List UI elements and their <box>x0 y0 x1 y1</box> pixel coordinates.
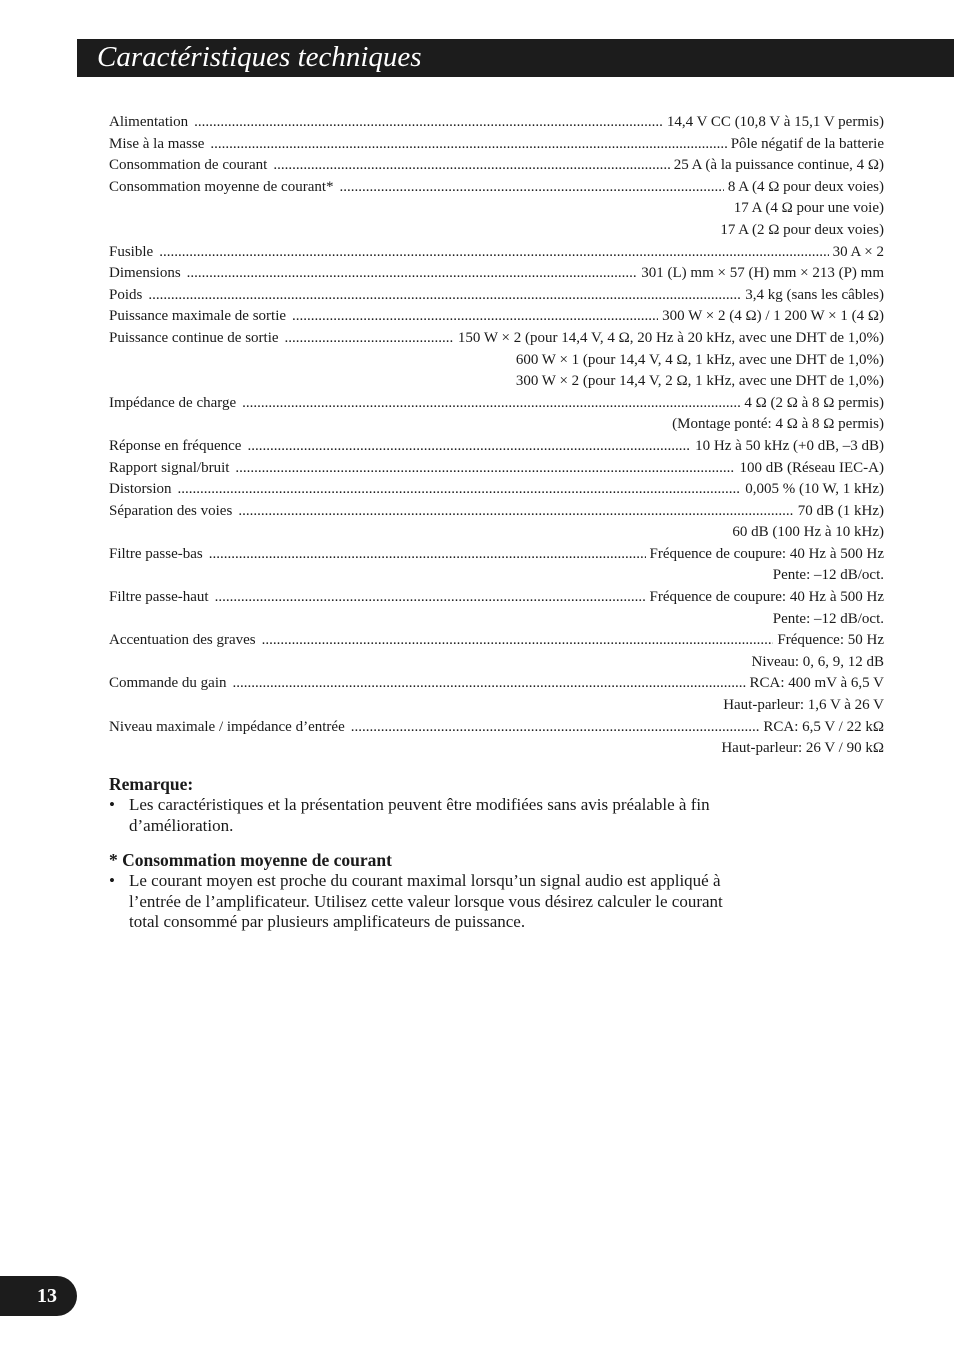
spec-label: Accentuation des graves <box>109 632 256 649</box>
spec-label: Consommation moyenne de courant* <box>109 178 334 195</box>
spec-value-continued: 17 A (2 Ω pour deux voies) <box>720 221 884 238</box>
spec-value-continued: Pente: –12 dB/oct. <box>772 610 884 627</box>
spec-label: Rapport signal/bruit <box>109 459 230 476</box>
remark-text: Les caractéristiques et la présentation peuvent être modifiées sans avis préalable à fin d’amélioration. <box>129 795 710 835</box>
spec-value-continued: 600 W × 1 (pour 14,4 V, 4 Ω, 1 kHz, avec une DHT de 1,0%) <box>515 351 884 368</box>
spec-row <box>109 112 884 134</box>
spec-label: Mise à la masse <box>109 135 205 152</box>
dot-leader <box>273 155 669 177</box>
dot-leader <box>209 544 646 566</box>
spec-label: Commande du gain <box>109 675 227 692</box>
spec-value: 14,4 V CC (10,8 V à 15,1 V permis) <box>666 114 884 130</box>
notes-section <box>109 774 749 933</box>
spec-value: 25 A (à la puissance continue, 4 Ω) <box>673 157 884 174</box>
spec-value: 300 W × 2 (4 Ω) / 1 200 W × 1 (4 Ω) <box>662 308 884 325</box>
page-number-tab <box>0 1276 77 1316</box>
spec-value: 8 A (4 Ω pour deux voies) <box>727 178 884 195</box>
spec-row <box>109 673 884 695</box>
spec-row <box>109 306 884 328</box>
spec-value-continued: Haut-parleur: 1,6 V à 26 V <box>723 697 884 714</box>
spec-value-continued: 300 W × 2 (pour 14,4 V, 2 Ω, 1 kHz, avec une DHT de 1,0%) <box>515 373 884 390</box>
dot-leader <box>242 393 740 415</box>
spec-label: Puissance maximale de sortie <box>109 308 287 325</box>
spec-row <box>109 242 884 264</box>
spec-value: 301 (L) mm × 57 (H) mm × 213 (P) mm <box>641 265 884 282</box>
spec-row <box>109 263 884 285</box>
spec-label: Fusible <box>109 243 154 260</box>
spec-value: 3,4 kg (sans les câbles) <box>745 286 884 303</box>
spec-value: Fréquence de coupure: 40 Hz à 500 Hz <box>649 545 884 562</box>
spec-row <box>109 393 884 415</box>
spec-value: 30 A × 2 <box>832 243 884 260</box>
page-title: Caractéristiques techniques <box>97 41 422 73</box>
spec-label: Séparation des voies <box>109 502 233 519</box>
spec-row <box>109 328 884 350</box>
dot-leader <box>148 285 741 307</box>
spec-label: Poids <box>109 286 143 303</box>
spec-value: 150 W × 2 (pour 14,4 V, 4 Ω, 20 Hz à 20 kHz, avec une DHT de 1,0%) <box>457 329 884 346</box>
spec-value-continued: Pente: –12 dB/oct. <box>772 567 884 584</box>
dot-leader <box>194 112 663 134</box>
spec-label: Consommation de courant <box>109 157 268 174</box>
spec-value: Fréquence: 50 Hz <box>777 632 884 649</box>
spec-value: 0,005 % (10 W, 1 kHz) <box>745 481 884 498</box>
page-number: 13 <box>37 1285 57 1307</box>
dot-leader <box>285 328 454 350</box>
dot-leader <box>159 242 828 264</box>
dot-leader <box>292 306 658 328</box>
spec-list <box>109 112 884 760</box>
spec-label: Alimentation <box>109 114 189 130</box>
spec-value: 100 dB (Réseau IEC-A) <box>739 459 884 476</box>
spec-label: Distorsion <box>109 481 172 498</box>
spec-value: Pôle négatif de la batterie <box>730 135 884 152</box>
spec-label: Réponse en fréquence <box>109 437 242 454</box>
dot-leader <box>215 587 646 609</box>
spec-row <box>109 587 884 609</box>
spec-value: RCA: 400 mV à 6,5 V <box>749 675 884 692</box>
dot-leader <box>187 263 638 285</box>
spec-label: Puissance continue de sortie <box>109 329 279 346</box>
spec-value-continued: 17 A (4 Ω pour une voie) <box>733 200 884 217</box>
spec-row <box>109 155 884 177</box>
spec-row <box>109 717 884 739</box>
bullet-mark: • <box>109 871 115 890</box>
dot-leader <box>238 501 793 523</box>
title-bar <box>77 39 954 77</box>
avg-current-heading: * Consommation moyenne de courant <box>109 850 392 870</box>
dot-leader <box>247 436 691 458</box>
spec-row <box>109 544 884 566</box>
remark-item <box>109 795 749 836</box>
spec-value-continued: 60 dB (100 Hz à 10 kHz) <box>732 524 884 541</box>
spec-label: Niveau maximale / impédance d’entrée <box>109 718 345 735</box>
spec-row <box>109 436 884 458</box>
spec-row <box>109 458 884 480</box>
spec-row <box>109 630 884 652</box>
dot-leader <box>210 134 726 156</box>
spec-value-continued: Niveau: 0, 6, 9, 12 dB <box>751 653 884 670</box>
spec-row <box>109 134 884 156</box>
spec-value: RCA: 6,5 V / 22 kΩ <box>763 718 884 735</box>
dot-leader <box>232 673 745 695</box>
spec-value-continued: Haut-parleur: 26 V / 90 kΩ <box>721 740 884 757</box>
remark-heading: Remarque: <box>109 774 194 794</box>
spec-label: Dimensions <box>109 265 181 282</box>
avg-current-item <box>109 871 749 933</box>
bullet-mark: • <box>109 795 115 814</box>
spec-value-continued: (Montage ponté: 4 Ω à 8 Ω permis) <box>672 416 884 433</box>
spec-value: 70 dB (1 kHz) <box>797 502 884 519</box>
spec-row <box>109 479 884 501</box>
spec-value: Fréquence de coupure: 40 Hz à 500 Hz <box>649 589 884 606</box>
spec-label: Filtre passe-haut <box>109 589 209 606</box>
dot-leader <box>351 717 760 739</box>
dot-leader <box>262 630 774 652</box>
spec-row <box>109 501 884 523</box>
dot-leader <box>178 479 742 501</box>
spec-label: Impédance de charge <box>109 394 237 411</box>
spec-value: 4 Ω (2 Ω à 8 Ω permis) <box>744 394 884 411</box>
spec-label: Filtre passe-bas <box>109 545 203 562</box>
spec-row <box>109 177 884 199</box>
dot-leader <box>340 177 724 199</box>
dot-leader <box>235 458 735 480</box>
avg-current-text: Le courant moyen est proche du courant maximal lorsqu’un signal audio est appliqué à l’entrée de l’amplificateur. Utilisez cette valeur lorsque vous désirez calculer le courant total consommé par plusieurs amplificateurs de puissance. <box>129 871 723 931</box>
spec-value: 10 Hz à 50 kHz (+0 dB, –3 dB) <box>695 437 884 454</box>
spec-row <box>109 285 884 307</box>
